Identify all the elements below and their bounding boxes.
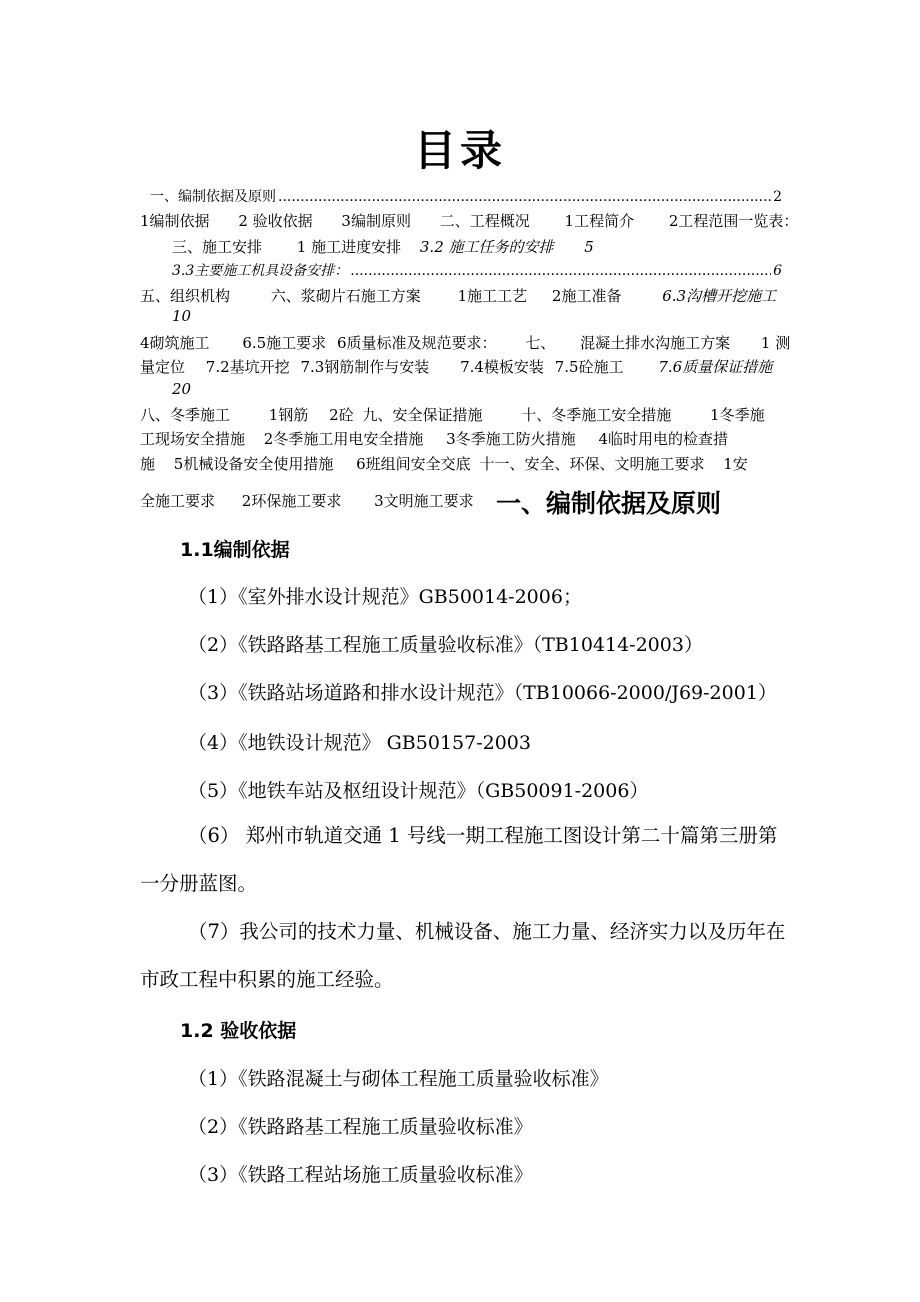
toc-item: 二、工程概况 [439, 212, 530, 230]
toc-item: 八、冬季施工 [140, 406, 231, 424]
toc-entry [150, 186, 782, 206]
toc-item: 6质量标准及规范要求： [336, 334, 497, 352]
toc-entry-page: 20 [172, 380, 192, 398]
toc-item: 十一、安全、环保、文明施工要求 [479, 455, 705, 473]
list-item: （5）《地铁车站及枢纽设计规范》（GB50091-2006） [188, 780, 649, 802]
toc-item: 7.6质量保证措施 [658, 358, 773, 376]
toc-line [140, 356, 772, 377]
toc-item: 7.4模板安装 [460, 358, 544, 376]
toc-line [172, 236, 594, 257]
toc-item: 五、组织机构 [140, 287, 231, 305]
toc-entry-page: 10 [172, 307, 192, 325]
toc-item: 4砌筑施工 [140, 334, 210, 352]
toc-entry-page: 6 [773, 263, 782, 279]
toc-item: 7.2基坑开挖 [205, 358, 290, 376]
toc-item: 全施工要求 [140, 492, 216, 510]
toc-item: 1钢筋 [268, 406, 309, 424]
toc-item: 7.3钢筋制作与安装 [300, 358, 430, 376]
toc-line [140, 332, 790, 353]
toc-entry [172, 260, 782, 280]
toc-item: 2施工准备 [551, 287, 622, 305]
toc-item: 3冬季施工防火措施 [446, 430, 576, 448]
toc-item: 2砼 [329, 406, 354, 424]
toc-item: 3文明施工要求 [374, 492, 474, 510]
toc-item: 量定位 [140, 358, 186, 376]
toc-item: 1 测 [760, 334, 791, 352]
list-item: （2）《铁路路基工程施工质量验收标准》（TB10414-2003） [188, 634, 703, 656]
list-item: （4）《地铁设计规范》 GB50157-2003 [188, 732, 531, 754]
toc-item: 六、浆砌片石施工方案 [270, 287, 421, 305]
toc-line [140, 210, 798, 231]
toc-entry-page: 2 [773, 189, 782, 205]
toc-item: 6.3沟槽开挖施工 [662, 287, 777, 305]
toc-item: 1冬季施 [710, 406, 765, 424]
list-item: （2）《铁路路基工程施工质量验收标准》 [188, 1116, 533, 1138]
toc-item: 1施工工艺 [457, 287, 528, 305]
list-item: （3）《铁路站场道路和排水设计规范》（TB10066-2000/J69-2001） [188, 682, 777, 704]
toc-item: 十、冬季施工安全措施 [521, 406, 672, 424]
toc-item: 7.5砼施工 [554, 358, 624, 376]
toc-item: 6班组间安全交底 [356, 455, 471, 473]
toc-line [140, 490, 474, 511]
toc-item: 3编制原则 [341, 212, 411, 230]
toc-item: 1安 [723, 455, 748, 473]
paragraph: （6） 郑州市轨道交通 1 号线一期工程施工图设计第二十篇第三册第一分册蓝图。 [140, 824, 778, 895]
toc-item: 2工程范围一览表： [668, 212, 799, 230]
list-item: （1）《铁路混凝土与砌体工程施工质量验收标准》 [188, 1068, 609, 1090]
toc-item: 工现场安全措施 [140, 430, 246, 448]
toc-line [140, 453, 748, 474]
toc-item: 三、施工安排 [172, 238, 263, 256]
toc-item: 3.2 施工任务的安排 [419, 238, 554, 256]
toc-entry-label: 3.3主要施工机具设备安排： [172, 263, 349, 279]
toc-item: 2冬季施工用电安全措施 [263, 430, 424, 448]
toc-leader-dots [350, 263, 771, 279]
toc-entry-label: 一、编制依据及原则 [150, 189, 276, 205]
list-item: （1）《室外排水设计规范》GB50014-2006； [188, 586, 582, 608]
toc-item: 4临时用电的检查措 [598, 430, 728, 448]
toc-line [140, 428, 728, 449]
paragraph: （7）我公司的技术力量、机械设备、施工力量、经济实力以及历年在市政工程中积累的施工经验。 [140, 920, 786, 991]
toc-leader-dots [278, 189, 771, 205]
subsection-heading: 1.1编制依据 [180, 539, 290, 561]
toc-entry-page: 5 [584, 238, 594, 256]
toc-item: 1 施工进度安排 [296, 238, 402, 256]
list-item: （3）《铁路工程站场施工质量验收标准》 [188, 1164, 533, 1186]
section-heading: 一、编制依据及原则 [496, 489, 722, 518]
toc-item: 5机械设备安全使用措施 [173, 455, 334, 473]
toc-item: 2环保施工要求 [241, 492, 342, 510]
document-title: 目录 [413, 126, 506, 175]
toc-item: 施 [140, 455, 156, 473]
toc-line [140, 404, 765, 425]
toc-item: 6.5施工要求 [242, 334, 327, 352]
toc-item: 七、 [525, 334, 556, 352]
toc-item: 混凝土排水沟施工方案 [580, 334, 731, 352]
toc-item: 1编制依据 [140, 212, 210, 230]
subsection-heading: 1.2 验收依据 [180, 1020, 297, 1042]
toc-item: 1工程简介 [564, 212, 635, 230]
toc-line [140, 285, 776, 306]
toc-item: 九、安全保证措施 [362, 406, 483, 424]
toc-item: 2 验收依据 [238, 212, 313, 230]
